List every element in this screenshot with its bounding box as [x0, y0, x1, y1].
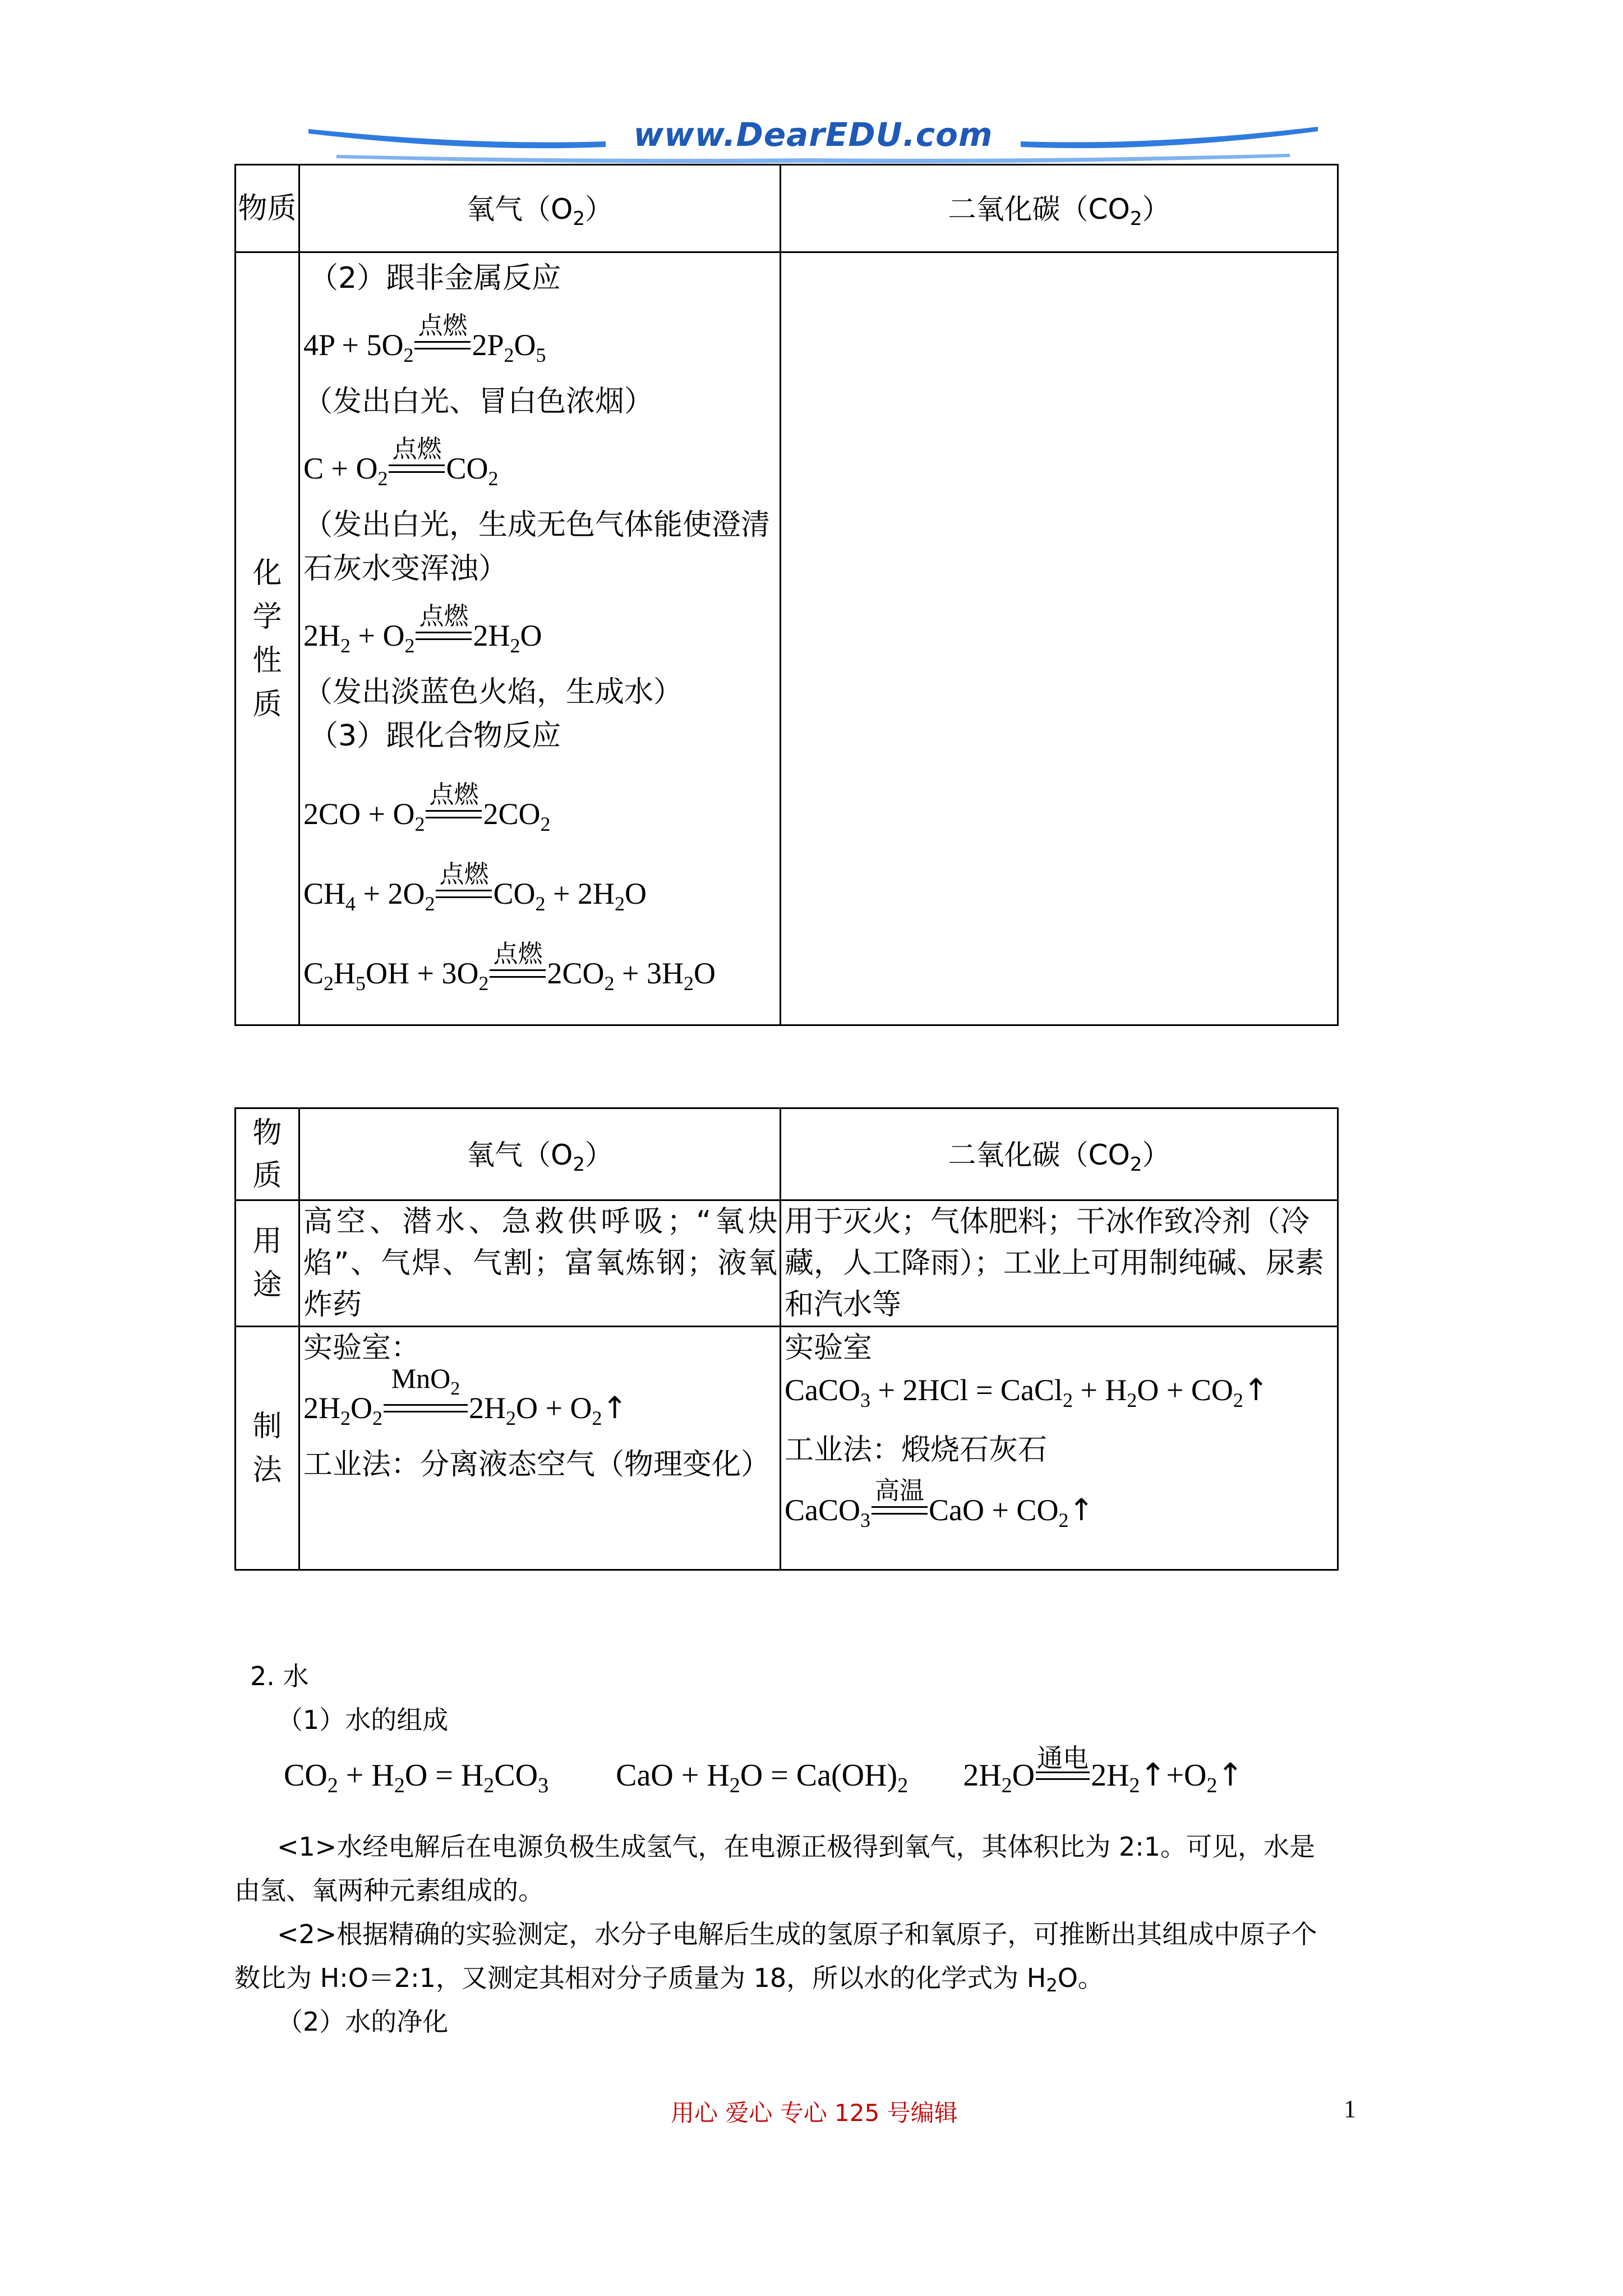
subsection-water-composition: （1）水的组成 — [277, 1705, 449, 1735]
text-oxygen-lab: 实验室： — [303, 1331, 421, 1365]
row-label-preparation: 制法 — [236, 1327, 299, 1570]
subsection-water-purification: （2）水的净化 — [277, 2007, 449, 2037]
equation-phosphorus: $4P + 5O_2$ 点燃 $2P_2O_5$ — [303, 311, 546, 366]
equation-calcium-hydroxide: CaO + $H_2O = Ca(OH)_2$ — [616, 1758, 909, 1798]
co2-chemical-properties — [781, 252, 1338, 1025]
co2-uses: 用于灭火；气体肥料；干冰作致冷剂（冷藏，人工降雨）；工业上可用制纯碱、尿素和汽水等 — [781, 1200, 1338, 1327]
row-label-chemical-properties: 化学性质 — [236, 252, 299, 1025]
paragraph-2-line-1: <2>根据精确的实验测定，水分子电解后生成的氢原子和氧原子，可推断出其组成中原子个 — [277, 1919, 1317, 1949]
header-co2: 二氧化碳$(CO_2)$ — [781, 165, 1338, 252]
text-nonmetal-reaction: （2）跟非金属反应 — [309, 261, 561, 295]
header-oxygen-2: 氧气$(O_2)$ — [299, 1108, 781, 1200]
site-url: www.DearEDU.com — [633, 116, 993, 154]
header-banner — [303, 107, 1324, 168]
text-note-carbon: （发出白光，生成无色气体能使澄清石灰水变浑浊） — [303, 508, 771, 586]
paragraph-1-line-1: <1>水经电解后在电源负极生成氢气，在电源正极得到氧气，其体积比为 2:1。可见，水是 — [277, 1832, 1316, 1862]
equation-electrolysis: $2H_2O$ 通电 $2H_2↑+O_2↑$ — [963, 1743, 1244, 1798]
text-compound-reaction: （3）跟化合物反应 — [309, 719, 561, 753]
table-uses-preparation — [234, 1107, 1339, 1571]
equation-hydrogen: $2H_2 + O_2$ 点燃 $2H_2O$ — [303, 602, 542, 657]
footer-text: 用心 爱心 专心 125 号编辑 — [671, 2099, 958, 2127]
header-oxygen: 氧气$(O_2)$ — [299, 165, 781, 252]
text-co2-industry: 工业法：煅烧石灰石 — [785, 1433, 1048, 1467]
equation-h2o2: $2H_2O_2$ MnO$_2$ $2H_2O$ + $O_2↑$ — [303, 1363, 628, 1429]
equation-methane: $CH_4 + 2O_2$ 点燃 $CO_2 + 2H_2O$ — [303, 860, 647, 915]
header-substance: 物质 — [236, 165, 299, 252]
co2-preparation — [781, 1327, 1338, 1570]
equation-carbonic-acid: $CO_2 + H_2O = H_2CO_3$ — [284, 1758, 549, 1798]
equation-carbon: $C + O_2$ 点燃 $CO_2$ — [303, 435, 499, 490]
table-properties — [234, 164, 1339, 1026]
oxygen-preparation — [299, 1327, 781, 1570]
page-number: 1 — [1344, 2095, 1356, 2123]
text-co2-lab: 实验室 — [785, 1331, 873, 1365]
paragraph-2-line-2: 数比为 H:O＝2:1，又测定其相对分子质量为 18，所以水的化学式为 $H_2O$。 — [234, 1963, 1104, 1996]
text-oxygen-industry: 工业法：分离液态空气（物理变化） — [303, 1448, 771, 1481]
section-title-water: 2. 水 — [250, 1661, 309, 1691]
header-co2-2: 二氧化碳$(CO_2)$ — [781, 1108, 1338, 1200]
equation-caco3-hcl: CaCO$_3$ + 2HCl = CaCl$_2$ + $H_2O$ + $CO_2↑$ — [785, 1372, 1269, 1411]
oxygen-uses: 高空、潜水、急救供呼吸；“氧炔焰”、气焊、气割；富氧炼钢；液氧炸药 — [299, 1200, 781, 1327]
header-substance-2: 物质 — [236, 1108, 299, 1200]
paragraph-1-line-2: 由氢、氧两种元素组成的。 — [234, 1875, 544, 1906]
text-note-hydrogen: （发出淡蓝色火焰，生成水） — [303, 675, 683, 709]
equation-ethanol: $C_2H_5OH + 3O_2$ 点燃 $2CO_2 + 3H_2O$ — [303, 940, 716, 995]
equation-co: $2CO + O_2$ 点燃 $2CO_2$ — [303, 780, 551, 835]
water-equations — [284, 1743, 1244, 1805]
equation-caco3-calcination: CaCO$_3$ 高温 CaO + $CO_2↑$ — [785, 1476, 1094, 1531]
text-note-phosphorus: （发出白光、冒白色浓烟） — [303, 385, 654, 418]
oxygen-chemical-properties — [299, 252, 781, 1025]
row-label-uses: 用途 — [236, 1200, 299, 1327]
